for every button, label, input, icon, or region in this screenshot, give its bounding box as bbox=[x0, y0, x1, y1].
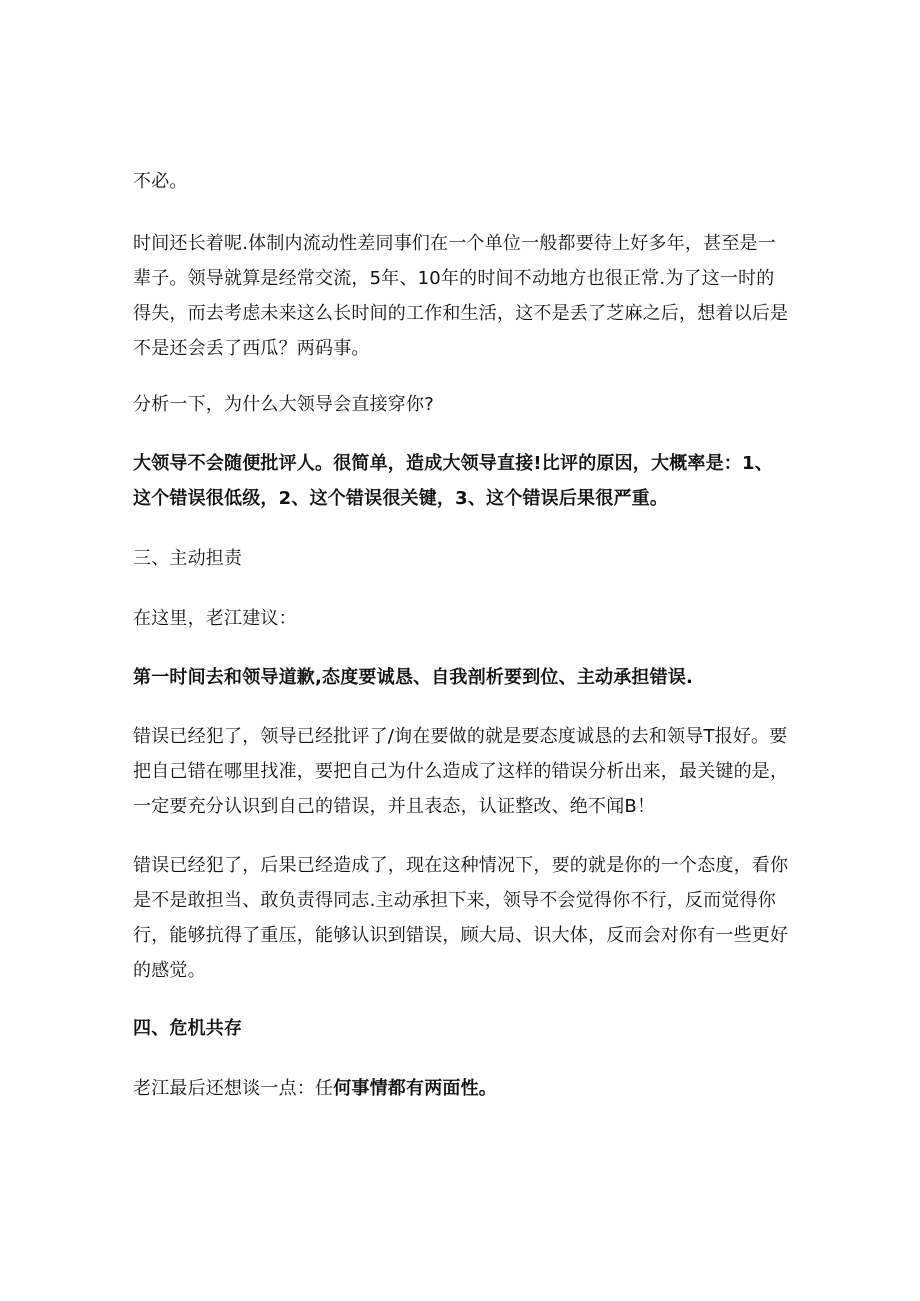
section-heading-3: 三、主动担责 bbox=[133, 548, 243, 569]
paragraph-7-bold: 第一时间去和领导道歉,态度要诚恳、自我剖析要到位、主动承担错误. bbox=[133, 667, 694, 688]
paragraph-3: 分析一下，为什么大领导会直接穿你? bbox=[133, 394, 434, 415]
paragraph-6: 在这里，老江建议： bbox=[133, 608, 297, 629]
paragraph-11-regular: 老江最后还想谈一点：任 bbox=[133, 1078, 334, 1099]
paragraph-1: 不必。 bbox=[133, 171, 188, 192]
paragraph-11 bbox=[133, 1071, 789, 1106]
paragraph-4-bold: 大领导不会随便批评人。很简单，造成大领导直接!比评的原因，大概率是：1、这个错误很低级，2、这个错误很关键，3、这个错误后果很严重。 bbox=[133, 453, 773, 509]
paragraph-9: 错误已经犯了，后果已经造成了，现在这种情况下，要的就是你的一个态度，看你是不是敢担当、敢负责得同志.主动承担下来，领导不会觉得你不行，反而觉得你行，能够抗得了重压，能够认识到错误，顾大局、识大体，反而会对你有一些更好的感觉。 bbox=[133, 855, 789, 981]
paragraph-11-bold: 何事情都有两面性。 bbox=[333, 1078, 498, 1099]
section-heading-4: 四、危机共存 bbox=[133, 1018, 243, 1039]
paragraph-8: 错误已经犯了，领导已经批评了/询在要做的就是要态度诚恳的去和领导T报好。要把自己错在哪里找准，要把自己为什么造成了这样的错误分析出来，最关键的是，一定要充分认识到自己的错误，并且表态，认证整改、绝不闻B！ bbox=[133, 726, 789, 817]
paragraph-2: 时间还长着呢.体制内流动性差同事们在一个单位一般都要待上好多年，甚至是一辈子。领导就算是经常交流，5年、10年的时间不动地方也很正常.为了这一时的得失，而去考虑未来这么长时间的工作和生活，这不是丢了芝麻之后，想着以后是不是还会丢了西瓜？两码事。 bbox=[133, 233, 789, 359]
